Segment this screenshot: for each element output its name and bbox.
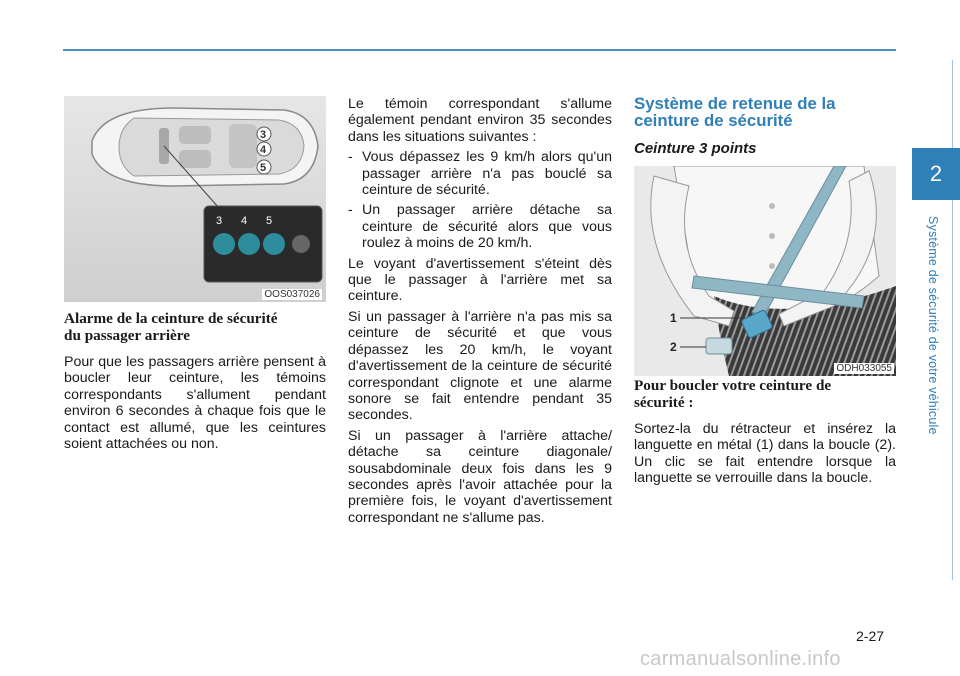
chapter-title: Système de sécurité de votre véhicule [926, 215, 940, 435]
section-title [634, 95, 896, 129]
section-title-line-1: Système de retenue de la [634, 94, 836, 113]
chapter-title-vertical [922, 200, 944, 450]
page-number: 2-27 [856, 628, 885, 644]
heading-line-1: Alarme de la ceinture de sécurité [64, 310, 278, 327]
panel-label-4: 4 [241, 215, 248, 227]
chapter-number: 2 [929, 161, 943, 186]
seatbelt-buckle-figure [634, 166, 896, 376]
rear-alarm-paragraph: Pour que les passagers arrière pensent à boucler leur ceinture, les témoins correspondants s'allument pendant environ 6 secondes à chaque fois que le contact est allumé, que les ceintures soient attachées ou non. [64, 354, 326, 453]
section-subtitle: Ceinture 3 points [634, 140, 757, 157]
panel-label-5: 5 [266, 215, 273, 227]
callout-1: 1 [670, 311, 677, 325]
figure-code: ODH033055 [836, 363, 892, 374]
watermark: carmanualsonline.info [640, 648, 841, 670]
rear-alarm-heading [64, 311, 326, 344]
header-rule [63, 49, 896, 51]
list-item: - Vous dépassez les 9 km/h alors qu'un passager arrière n'a pas bouclé sa ceinture de sécurité. [348, 149, 612, 199]
heading-line-2: sécurité : [634, 393, 694, 411]
heading-line-1: Pour boucler votre ceinture de [634, 377, 832, 394]
side-rule [952, 60, 953, 580]
chapter-number-tab [912, 148, 960, 200]
panel-label-3: 3 [216, 215, 223, 227]
list-item: - Un passager arrière détache sa ceinture de sécurité alors que vous roulez à moins de 20 km/h. [348, 202, 612, 252]
seat-label-4: 4 [260, 144, 267, 156]
buckle-paragraph: Sortez-la du rétracteur et insérez la languette en métal (1) dans la boucle (2). Un clic se fait entendre lorsque la languette se verrouille dans la boucle. [634, 421, 896, 487]
paragraph-4: Si un passager à l'arrière attache/ détache sa ceinture diagonale/ sousabdominale deux fois dans les 9 secondes après l'avoir attachée pour la première fois, le voyant d'avertissement correspondant ne s'allume pas. [348, 427, 612, 526]
seatbelt-illustration [634, 166, 896, 376]
buckle-heading [634, 378, 896, 411]
buckle-section [634, 378, 896, 487]
section-title-line-2: ceinture de sécurité [634, 111, 793, 130]
intro-paragraph: Le témoin correspondant s'allume également pendant environ 35 secondes dans les situations suivantes : [348, 96, 612, 145]
figure-code: OOS037026 [264, 289, 320, 300]
rear-seatbelt-figure [64, 96, 326, 302]
seat-label-5: 5 [260, 162, 267, 174]
paragraph-2: Le voyant d'avertissement s'éteint dès que le passager à l'arrière met sa ceinture. [348, 255, 612, 305]
rear-alarm-section [64, 311, 326, 452]
paragraph-3: Si un passager à l'arrière n'a pas mis sa ceinture de sécurité et que vous dépassez les 20 km/h, le voyant d'avertissement de la ceinture de sécurité correspondant clignote et une alarme sonore se fait entendre pendant 35 secondes. [348, 308, 612, 424]
heading-line-2: du passager arrière [64, 326, 190, 344]
seat-label-3: 3 [260, 129, 267, 141]
callout-2: 2 [670, 340, 677, 354]
car-topview-illustration [64, 96, 326, 302]
